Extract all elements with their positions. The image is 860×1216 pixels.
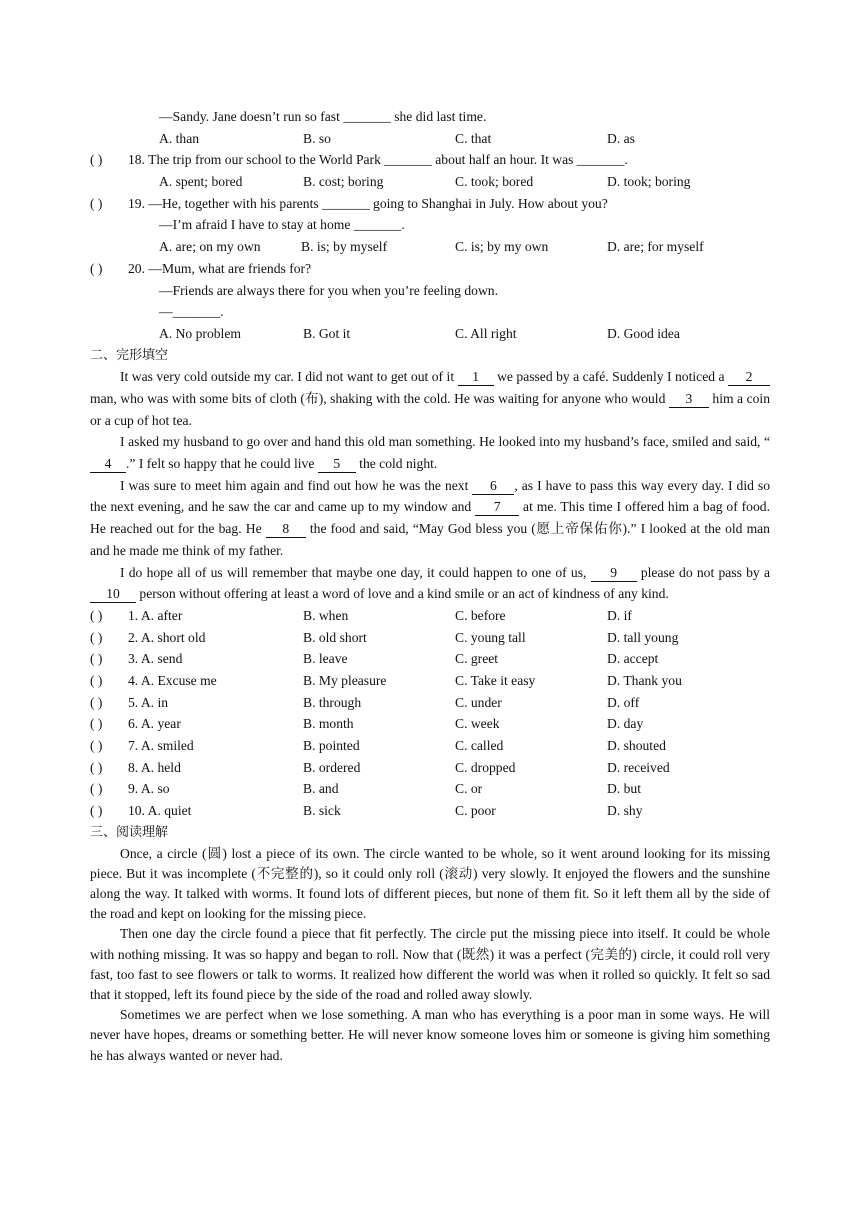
cloze-blank-4[interactable]: 4 xyxy=(90,456,126,473)
option-b: B. sick xyxy=(303,803,341,819)
option-b: B. Got it xyxy=(303,325,351,341)
option-b: B. so xyxy=(303,130,331,146)
option-a: 2. A. short old xyxy=(128,629,206,645)
option-a: 8. A. held xyxy=(128,759,181,775)
option-d: D. shouted xyxy=(607,738,666,754)
cloze-paragraph-2: I asked my husband to go over and hand this old man something. He looked into my husband’s face, smiled and said, “4 .” I felt so happy that he could live 5 the cold night. xyxy=(90,431,770,474)
q18-stem: 18. The trip from our school to the World Park _______ about half an hour. It was _______. xyxy=(128,152,628,168)
q20-stem-reply: —Friends are always there for you when you’re feeling down. xyxy=(159,282,498,298)
q17-options xyxy=(90,128,770,150)
option-d: D. shy xyxy=(607,803,643,819)
cloze-paragraph-3: I was sure to meet him again and find out how he was the next 6 , as I have to pass this way every day. I did so the next evening, and he saw the car and came up to my window and 7 at me. This time I offered him a bag of food. He reached out for the bag. He 8 the food and said, “May God bless you (愿上帝保佑你).” I looked at the old man and he made me think of my father. xyxy=(90,477,770,558)
section-title-reading: 三、阅读理解 xyxy=(90,824,169,840)
cloze-blank-1[interactable]: 1 xyxy=(458,369,494,386)
option-d: D. tall young xyxy=(607,629,679,645)
option-b: B. when xyxy=(303,607,349,623)
option-d: D. day xyxy=(607,716,644,732)
option-d: D. but xyxy=(607,781,641,797)
option-b: B. cost; boring xyxy=(303,174,384,190)
cloze-blank-6[interactable]: 6 xyxy=(472,478,514,495)
option-d: D. accept xyxy=(607,651,659,667)
answer-bracket[interactable]: ( ) xyxy=(90,738,103,754)
cloze-paragraph-4: I do hope all of us will remember that maybe one day, it could happen to one of us, 9 please do not pass by a 10 person without offering at least a word of love and a kind smile or an act of kindness of any kind. xyxy=(90,562,770,605)
answer-bracket[interactable]: ( ) xyxy=(90,781,103,797)
cloze-blank-2[interactable]: 2 xyxy=(728,369,770,386)
option-d: D. Thank you xyxy=(607,673,682,689)
q19-options xyxy=(90,236,770,258)
answer-bracket[interactable]: ( ) xyxy=(90,152,103,168)
option-a: 4. A. Excuse me xyxy=(128,673,217,689)
answer-bracket[interactable]: ( ) xyxy=(90,694,103,710)
option-c: C. dropped xyxy=(455,759,516,775)
option-a: A. No problem xyxy=(159,325,241,341)
option-c: C. under xyxy=(455,694,502,710)
option-b: B. and xyxy=(303,781,339,797)
option-a: 9. A. so xyxy=(128,781,170,797)
answer-bracket[interactable]: ( ) xyxy=(90,716,103,732)
answer-bracket[interactable]: ( ) xyxy=(90,607,103,623)
option-a: 3. A. send xyxy=(128,651,183,667)
reading-paragraph-1: Once, a circle (圆) lost a piece of its own. The circle wanted to be whole, so it went around looking for its missing piece. But it was incomplete (不完整的), so it could only roll (滚动) very slowly. It enjoyed the flowers and the sunshine along the way. It talked with worms. It found lots of different pieces, but none of them fit. So it left them all by the side of the road and kept on looking for the missing piece. xyxy=(90,845,770,922)
q20-stem-blank: —_______. xyxy=(159,304,224,320)
cloze-blank-8[interactable]: 8 xyxy=(266,521,306,538)
option-a: 1. A. after xyxy=(128,607,183,623)
answer-bracket[interactable]: ( ) xyxy=(90,651,103,667)
option-b: B. leave xyxy=(303,651,348,667)
q17-stem: —Sandy. Jane doesn’t run so fast _______ she did last time. xyxy=(159,109,487,124)
option-d: D. took; boring xyxy=(607,174,691,190)
cloze-question-row xyxy=(90,648,770,670)
option-a: 6. A. year xyxy=(128,716,181,732)
option-a: 10. A. quiet xyxy=(128,803,192,819)
cloze-blank-3[interactable]: 3 xyxy=(669,391,709,408)
q18-row xyxy=(90,149,770,171)
answer-bracket[interactable]: ( ) xyxy=(90,759,103,775)
cloze-blank-5[interactable]: 5 xyxy=(318,456,356,473)
worksheet-content xyxy=(90,106,770,1066)
cloze-question-row xyxy=(90,605,770,627)
option-d: D. received xyxy=(607,759,670,775)
cloze-question-row xyxy=(90,627,770,649)
q19-stem-reply: —I’m afraid I have to stay at home _______. xyxy=(159,217,405,233)
option-a: A. than xyxy=(159,130,200,146)
answer-bracket[interactable]: ( ) xyxy=(90,803,103,819)
cloze-blank-7[interactable]: 7 xyxy=(475,499,519,516)
cloze-blank-9[interactable]: 9 xyxy=(591,565,637,582)
option-b: B. My pleasure xyxy=(303,673,387,689)
cloze-question-row xyxy=(90,800,770,822)
reading-paragraph-3: Sometimes we are perfect when we lose something. A man who has everything is a poor man in some ways. He will never have hopes, dreams or something better. He will never know someone loves him or someone is giving him something he has always wanted or never had. xyxy=(90,1007,770,1063)
option-c: C. that xyxy=(455,130,492,146)
cloze-question-row xyxy=(90,670,770,692)
answer-bracket[interactable]: ( ) xyxy=(90,673,103,689)
option-b: B. old short xyxy=(303,629,367,645)
cloze-question-row xyxy=(90,713,770,735)
section-title-cloze: 二、完形填空 xyxy=(90,347,169,363)
option-c: C. before xyxy=(455,607,506,623)
q20-options xyxy=(90,323,770,345)
option-b: B. month xyxy=(303,716,354,732)
option-a: A. spent; bored xyxy=(159,174,243,190)
q19-stem: 19. —He, together with his parents _______ going to Shanghai in July. How about you? xyxy=(128,195,608,211)
option-d: D. Good idea xyxy=(607,325,680,341)
cloze-question-row xyxy=(90,692,770,714)
option-c: C. Take it easy xyxy=(455,673,536,689)
option-c: C. All right xyxy=(455,325,517,341)
q18-options xyxy=(90,171,770,193)
answer-bracket[interactable]: ( ) xyxy=(90,629,103,645)
answer-bracket[interactable]: ( ) xyxy=(90,260,103,276)
option-d: D. are; for myself xyxy=(607,239,704,255)
option-d: D. as xyxy=(607,130,635,146)
option-b: B. pointed xyxy=(303,738,360,754)
option-b: B. is; by myself xyxy=(301,239,388,255)
option-d: D. if xyxy=(607,607,632,623)
cloze-blank-10[interactable]: 10 xyxy=(90,586,136,603)
option-a: A. are; on my own xyxy=(159,239,261,255)
answer-bracket[interactable]: ( ) xyxy=(90,195,103,211)
cloze-question-row xyxy=(90,757,770,779)
option-c: C. took; bored xyxy=(455,174,534,190)
option-b: B. ordered xyxy=(303,759,361,775)
option-a: 5. A. in xyxy=(128,694,169,710)
option-c: C. called xyxy=(455,738,504,754)
q19-row xyxy=(90,193,770,215)
cloze-question-row xyxy=(90,778,770,800)
option-c: C. greet xyxy=(455,651,499,667)
q20-row xyxy=(90,258,770,280)
reading-paragraph-2: Then one day the circle found a piece that fit perfectly. The circle put the missing piece into itself. It could be whole with nothing missing. It was so happy and began to roll. Now that (既然) it was a perfect (完美的) circle, it could roll very fast, too fast to see flowers or talk to worms. It realized how different the world was when it rolled so quickly. It felt so sad that it stopped, left its found piece by the side of the road and rolled away slowly. xyxy=(90,926,770,1002)
option-d: D. off xyxy=(607,694,640,710)
cloze-question-row xyxy=(90,735,770,757)
option-c: C. poor xyxy=(455,803,496,819)
option-a: 7. A. smiled xyxy=(128,738,194,754)
option-b: B. through xyxy=(303,694,362,710)
option-c: C. week xyxy=(455,716,500,732)
option-c: C. or xyxy=(455,781,483,797)
option-c: C. is; by my own xyxy=(455,239,549,255)
q20-stem: 20. —Mum, what are friends for? xyxy=(128,260,312,276)
cloze-question-list xyxy=(90,605,770,822)
cloze-paragraph-1: It was very cold outside my car. I did not want to get out of it 1 we passed by a café. Suddenly I noticed a 2 man, who was with some bits of cloth (布), shaking with the cold. He was waiting for anyone who would 3 him a coin or a cup of hot tea. xyxy=(90,369,770,428)
option-c: C. young tall xyxy=(455,629,526,645)
